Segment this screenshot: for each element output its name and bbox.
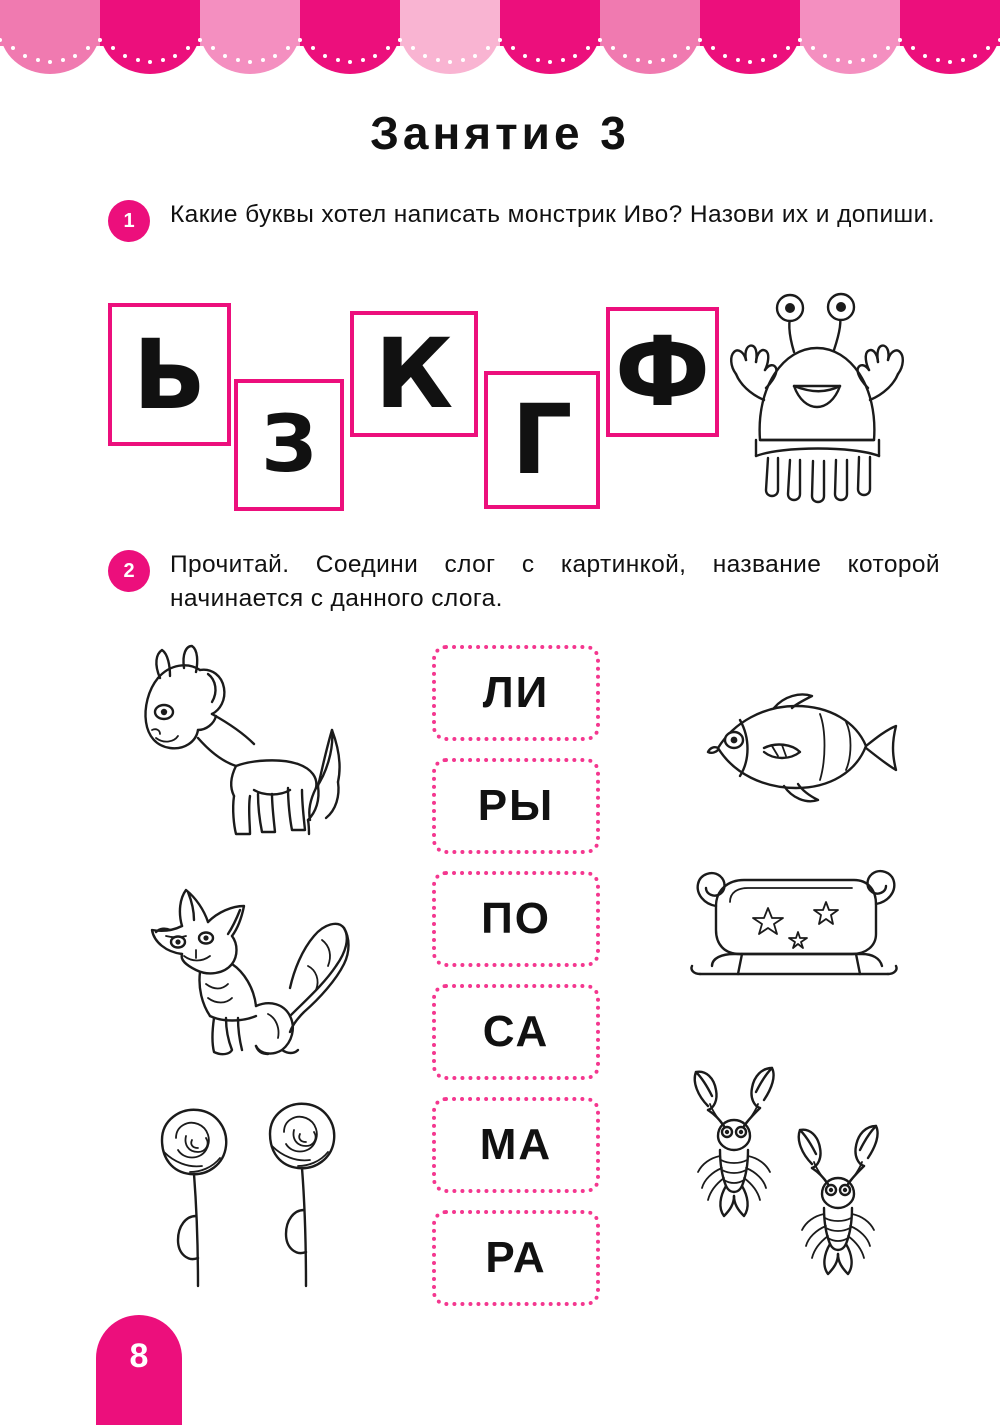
picture-roses[interactable] [140,1100,370,1300]
band-scallop-7 [600,0,700,82]
band-scallop-arc [900,30,1000,74]
band-scallop-4 [300,0,400,82]
syllable-label: СА [482,1007,550,1056]
letter-box-ef[interactable] [606,307,719,437]
letter-glyph-ef: Ф [614,316,711,428]
syllable-pill-li[interactable] [432,645,600,741]
band-scallop-arc [300,30,400,74]
band-scallop-9 [800,0,900,82]
syllable-pill-ra[interactable] [432,1210,600,1306]
picture-fox[interactable] [122,880,362,1080]
syllable-label: ЛИ [482,668,550,717]
task-2-number: 2 [108,550,150,592]
page-title: Занятие 3 [370,107,630,159]
band-scallop-3 [200,0,300,82]
letter-box-ghe[interactable] [484,371,600,509]
letter-box-ze[interactable] [234,379,344,511]
band-scallop-arc [200,30,300,74]
picture-sled[interactable] [676,862,906,992]
syllable-label: РА [485,1233,547,1282]
syllable-label: МА [479,1120,553,1169]
band-scallop-arc [0,30,100,74]
band-scallop-6 [500,0,600,82]
syllable-pill-po[interactable] [432,871,600,967]
band-scallop-1 [0,0,100,82]
band-scallop-5 [400,0,500,82]
letter-glyph-ka: К [374,318,454,430]
page-number-badge [96,1315,182,1425]
band-scallop-arc [500,30,600,74]
letter-glyph-soft-sign: Ь [132,318,207,431]
band-scallop-arc [600,30,700,74]
band-scallop-2 [100,0,200,82]
band-scallop-arc [100,30,200,74]
decorative-top-band [0,0,1000,82]
band-scallop-arc [800,30,900,74]
picture-monster-ivo [722,290,917,505]
syllable-pill-sa[interactable] [432,984,600,1080]
picture-fish[interactable] [700,690,900,820]
syllable-pill-ma[interactable] [432,1097,600,1193]
letter-box-ka[interactable] [350,311,478,437]
band-scallop-10 [900,0,1000,82]
picture-crayfish[interactable] [672,1060,912,1290]
task-1-text: Какие буквы хотел написать монстрик Иво? Назови их и допиши. [170,201,935,228]
syllable-pill-ry[interactable] [432,758,600,854]
band-scallop-8 [700,0,800,82]
letter-glyph-ze: З [261,400,317,490]
task-1-number: 1 [108,200,150,242]
syllable-label: ПО [481,894,551,943]
letter-glyph-ghe: Г [511,384,573,496]
syllable-label: РЫ [477,781,555,830]
letter-box-soft-sign[interactable] [108,303,231,446]
picture-horse[interactable] [112,638,362,853]
task-2-text: Прочитай. Соедини слог с картинкой, название которой начинается с данного слога. [170,551,940,612]
page-number: 8 [129,1337,149,1375]
band-scallop-arc [400,30,500,74]
band-scallop-arc [700,30,800,74]
